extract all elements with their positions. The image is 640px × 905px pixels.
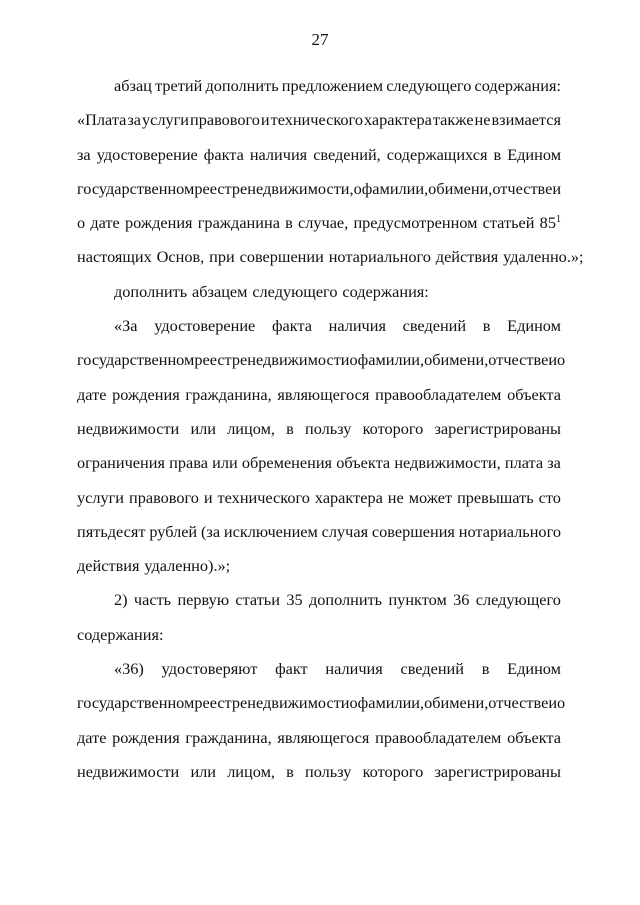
word: удостоверение — [154, 316, 256, 336]
word: факта — [203, 144, 244, 164]
word: услуги — [77, 487, 125, 507]
word: имени, — [440, 693, 489, 713]
word: или — [212, 453, 238, 473]
word: часть — [133, 590, 172, 610]
word: недвижимости — [77, 418, 180, 438]
text-line — [77, 275, 561, 309]
word: гражданина, — [185, 384, 272, 404]
word: технического — [217, 487, 310, 507]
word: отчестве — [488, 350, 549, 370]
word: в — [286, 418, 294, 438]
word: недвижимости — [247, 350, 350, 370]
word: пользу — [304, 761, 352, 781]
word: следующего — [252, 281, 338, 301]
word: рождения — [112, 384, 180, 404]
word: факта — [271, 316, 312, 336]
word: Едином — [507, 316, 561, 336]
word: исключением — [223, 521, 318, 541]
document-body — [77, 69, 584, 789]
word: пунктом — [388, 590, 447, 610]
word: удаленно).»; — [144, 556, 231, 576]
text-line — [77, 343, 566, 377]
word: также — [432, 110, 474, 130]
word: или — [190, 761, 217, 781]
text-line — [77, 69, 561, 103]
text-line — [77, 618, 561, 652]
word: дате — [77, 384, 107, 404]
word: и — [203, 487, 213, 507]
word: гражданина, — [185, 727, 272, 747]
word: «Плата — [77, 110, 127, 130]
word: рождения — [124, 213, 193, 233]
word: наличия — [325, 659, 383, 679]
text-line — [77, 652, 561, 686]
word: $85^1$ — [539, 213, 561, 233]
word: предложением — [281, 76, 384, 95]
word: обременения — [241, 453, 333, 473]
text-line — [77, 549, 561, 583]
word: Едином — [507, 144, 561, 164]
word: за — [127, 110, 142, 130]
word: в — [481, 659, 490, 679]
word: реестре — [194, 693, 248, 713]
word: объекта — [507, 727, 561, 747]
word: настоящих — [77, 247, 152, 267]
word: совершении — [239, 247, 324, 267]
word: государственном — [77, 350, 195, 370]
word: об — [424, 693, 441, 713]
text-line — [77, 103, 561, 137]
word: нотариального — [458, 521, 561, 541]
word: являющегося — [277, 727, 370, 747]
word: недвижимости — [247, 693, 350, 713]
word: предусмотренном — [353, 213, 478, 233]
word: реестре — [194, 350, 248, 370]
word: дате — [77, 727, 107, 747]
word: удостоверение — [96, 144, 198, 164]
word: дополнить — [308, 590, 383, 610]
word: сведений — [400, 659, 464, 679]
word: ограничения — [77, 453, 165, 473]
word: отчестве — [488, 693, 549, 713]
word: сведений, — [313, 144, 381, 164]
word: и — [260, 110, 270, 130]
text-line — [77, 721, 561, 755]
word: нотариального — [328, 247, 431, 267]
text-line — [77, 138, 561, 172]
word: за — [547, 453, 561, 473]
word: совершения — [371, 521, 455, 541]
word: правового — [189, 110, 260, 130]
word: третий — [155, 76, 203, 95]
word: о — [557, 350, 566, 370]
word: действия — [77, 556, 140, 576]
superscript: 1 — [555, 214, 561, 226]
word: плата — [504, 453, 544, 473]
word: не — [387, 487, 404, 507]
word: случае, — [298, 213, 349, 233]
word: права — [169, 453, 208, 473]
word: сто — [538, 487, 561, 507]
word: содержания: — [474, 76, 561, 95]
word: содержащихся — [386, 144, 488, 164]
text-line — [77, 583, 561, 617]
word: «За — [114, 316, 138, 336]
word: отчестве — [492, 178, 553, 198]
word: статьи — [235, 590, 280, 610]
word: статьей — [482, 213, 535, 233]
word: удаленно.»; — [503, 247, 584, 267]
word: фамилии, — [357, 350, 425, 370]
word: и — [548, 693, 558, 713]
word: о — [349, 350, 358, 370]
word: об — [428, 178, 445, 198]
text-line — [77, 378, 561, 412]
word: за — [77, 144, 91, 164]
word: действия — [435, 247, 499, 267]
word: дате — [90, 213, 120, 233]
text-line — [77, 481, 561, 515]
text-line — [77, 206, 561, 240]
word: технического — [270, 110, 363, 130]
word: о — [77, 213, 86, 233]
word: лицом, — [227, 418, 275, 438]
word: правообладателем — [375, 727, 502, 747]
word: дополнить — [205, 76, 279, 95]
text-line — [77, 172, 561, 206]
word: которого — [362, 761, 424, 781]
word: случая — [321, 521, 369, 541]
word: объекта — [336, 453, 391, 473]
word: характера — [363, 110, 432, 130]
word: Основ, — [156, 247, 205, 267]
word: факт — [275, 659, 308, 679]
word: фамилии, — [361, 178, 429, 198]
word: недвижимости — [77, 761, 180, 781]
text-line — [77, 446, 561, 480]
word: 35 — [286, 590, 303, 610]
text-line — [77, 309, 561, 343]
word: зарегистрированы — [434, 761, 561, 781]
word: превышать — [457, 487, 534, 507]
word: гражданина — [197, 213, 280, 233]
word: рождения — [112, 727, 180, 747]
word: при — [209, 247, 235, 267]
word: в — [286, 761, 294, 781]
word: имени, — [444, 178, 493, 198]
word: пользу — [304, 418, 352, 438]
word: не — [474, 110, 491, 130]
word: правообладателем — [375, 384, 502, 404]
word: государственном — [77, 693, 195, 713]
word: Едином — [507, 659, 561, 679]
text-line — [77, 686, 566, 720]
word: правового — [128, 487, 199, 507]
word: государственном — [77, 178, 195, 198]
word: в — [285, 213, 293, 233]
word: о — [349, 693, 358, 713]
word: может — [408, 487, 453, 507]
word: фамилии, — [357, 693, 425, 713]
word: удостоверяют — [161, 659, 258, 679]
word: в — [482, 316, 491, 336]
word: имени, — [440, 350, 489, 370]
word: и — [548, 350, 558, 370]
word: «36) — [114, 659, 144, 679]
word: о — [557, 693, 566, 713]
word: недвижимости, — [247, 178, 354, 198]
word: объекта — [507, 384, 561, 404]
word: которого — [362, 418, 424, 438]
word: содержания: — [342, 281, 429, 301]
text-line — [77, 240, 584, 274]
word: наличия — [328, 316, 386, 336]
word: являющегося — [277, 384, 370, 404]
word: содержания: — [77, 624, 164, 644]
word: пятьдесят — [77, 521, 146, 541]
word: (за — [200, 521, 221, 541]
word: реестре — [194, 178, 248, 198]
word: 2) — [114, 590, 128, 610]
text-line — [77, 755, 561, 789]
text-line — [77, 412, 561, 446]
word: сведений — [402, 316, 467, 336]
word: недвижимости, — [394, 453, 501, 473]
word: взимается — [491, 110, 561, 130]
word: о — [353, 178, 362, 198]
word: зарегистрированы — [434, 418, 561, 438]
word: лицом, — [227, 761, 275, 781]
word: характера — [314, 487, 383, 507]
word: в — [493, 144, 502, 164]
word: или — [190, 418, 217, 438]
word: первую — [177, 590, 229, 610]
word: следующего — [386, 76, 472, 95]
word: следующего — [475, 590, 561, 610]
word: 36 — [453, 590, 470, 610]
word: дополнить — [114, 281, 188, 301]
word: наличия — [249, 144, 308, 164]
word: абзацем — [192, 281, 248, 301]
word: рублей — [149, 521, 198, 541]
word: абзац — [114, 76, 152, 95]
page-number: 27 — [311, 30, 329, 49]
text-line — [77, 515, 561, 549]
word: и — [552, 178, 562, 198]
word: об — [424, 350, 441, 370]
word: услуги — [141, 110, 190, 130]
